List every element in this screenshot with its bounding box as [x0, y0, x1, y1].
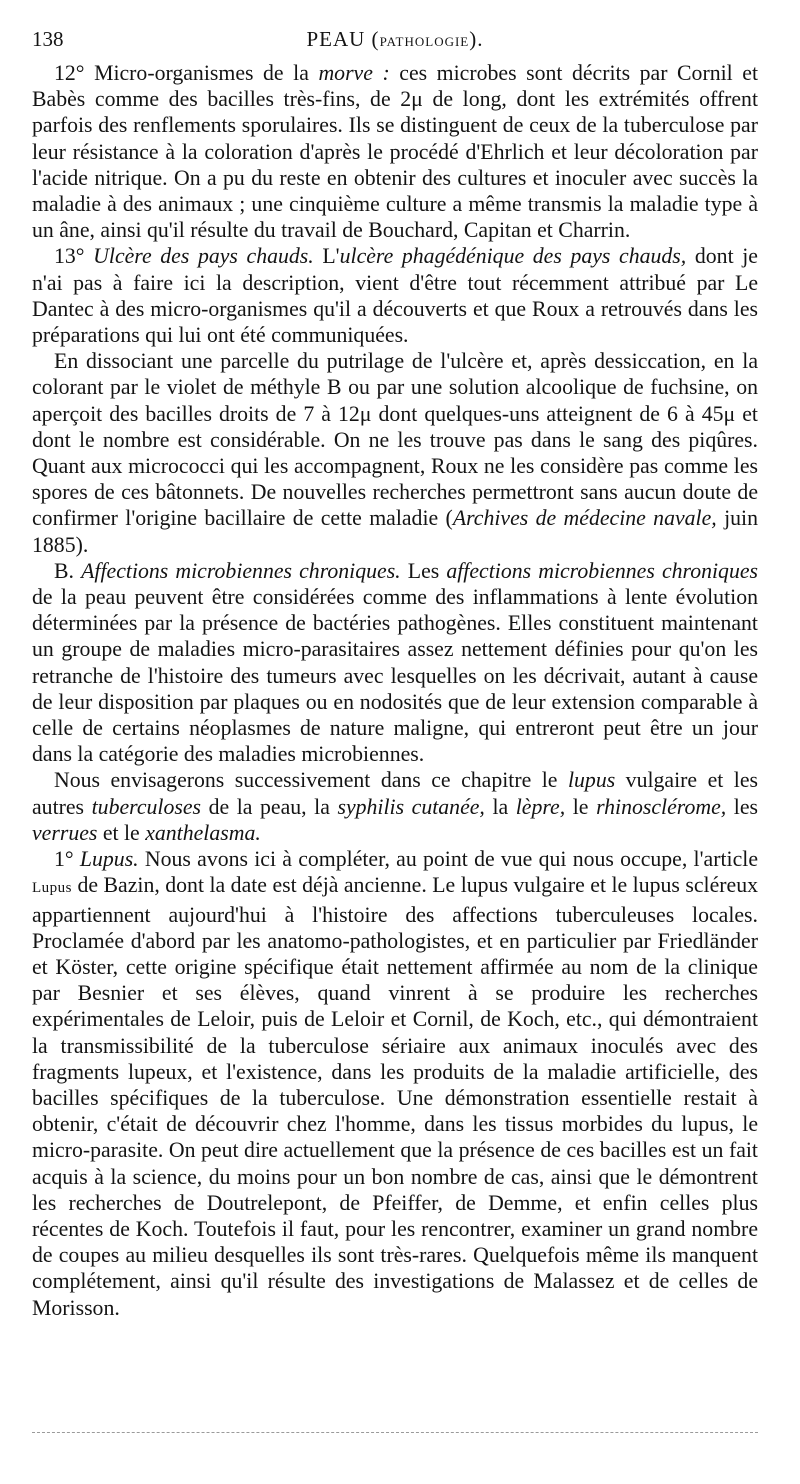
text-run: Nous avons ici à compléter, au point de vue qui nous occupe, l'article — [138, 847, 758, 872]
paragraph-lupus — [32, 846, 758, 1321]
text-run: de la peau peuvent être considérées comme des inflammations à lente évolution déterminées par la présence de bactéries pathogènes. Elles constituent maintenant un groupe de maladies micro-parasitaires assez nettement définies pour qu'on les retranche de l'histoire des tumeurs avec lesquelles on les décrivait, autant à cause de leur disposition par plaques ou en nodosités que de leur extension comparable à celle de certains néoplasmes de nature maligne, qui entreront peut être un jour dans la catégorie des maladies microbiennes. — [32, 585, 758, 767]
paragraph-affections-chroniques — [32, 558, 758, 768]
paragraph-envisagerons — [32, 767, 758, 846]
text-run: les — [726, 794, 759, 819]
text-run: ces microbes sont décrits par Cornil et Babès comme des bacilles très-fins, de 2μ de long, dont les extrémités offrent parfois des renflements sporulaires. Ils se distinguent de ceux de la tuberculose par leur résistance à la coloration d'après le procédé d'Ehrlich et leur décoloration par l'acide nitrique. On a pu du reste en obtenir des cultures et inoculer avec succès la maladie à des animaux ; une cinquième culture a même transmis la maladie type à un âne, ainsi qu'il résulte du travail de Bouchard, Capitan et Charrin. — [32, 61, 758, 243]
running-header — [32, 20, 758, 60]
text-run: B. — [54, 558, 82, 583]
text-run: juin 1885). — [32, 506, 758, 557]
text-run: Nous envisagerons successivement dans ce chapitre le — [54, 768, 568, 793]
italic-run: morve : — [318, 61, 390, 85]
paragraph-dissociant — [32, 348, 758, 558]
running-title-main: PEAU ( — [306, 27, 380, 51]
italic-run: tuberculoses — [91, 794, 201, 819]
italic-run: lupus — [567, 768, 616, 793]
text-run: la — [484, 794, 516, 819]
document-page — [32, 20, 758, 1460]
text-run: et le — [97, 820, 146, 845]
text-run: dont je n'ai pas à faire ici la description, vient d'être tout récemment attribué par Le Dantec à des micro-organismes qu'il a découverts et que Roux a retrouvés dans les préparations qui lui ont été communiquées. — [32, 244, 758, 348]
running-title-end: ). — [469, 27, 484, 51]
text-run: de Bazin, dont la date est déjà ancienne. Le lupus vulgaire et le lupus scléreux appartiennent aujourd'hui à l'histoire des affections tuberculeuses locales. Proclamée d'abord par les anatomo-pathologistes, et en particulier par Friedländer et Köster, cette origine spécifique était nettement affirmée au nom de la clinique par Besnier et ses élèves, quand vinrent à se produire les recherches expérimentales de Leloir, puis de Leloir et Cornil, de Koch, etc., qui démontraient la transmissibilité de la tuberculose sériaire aux animaux inoculés avec des fragments lupeux, et l'existence, dans les produits de la maladie artificielle, des bacilles spécifiques de la tuberculose. Une démonstration essentielle restait à obtenir, c'était de découvrir chez l'homme, dans les tissus morbides du lupus, le micro-parasite. On peut dire actuellement que la présence de ces bacilles est un fait acquis à la science, du moins pour un bon nombre de cas, ainsi que le démontrent les recherches de Doutrelepont, de Pfeiffer, de Demme, et enfin celles plus récentes de Koch. Toutefois il faut, pour les rencontrer, examiner un grand nombre de coupes au milieu desquelles ils sont très-rares. Quelquefois même ils manquent complétement, ainsi qu'il résulte des investigations de Malassez et de celles de Morisson. — [32, 873, 758, 1320]
text-run: 13° — [54, 244, 94, 269]
paragraph-ulcere — [32, 243, 758, 348]
italic-run: xanthelasma. — [145, 820, 261, 845]
text-run: 12° Micro-organismes de la — [54, 61, 319, 85]
italic-run: Affections microbiennes chroniques. — [81, 558, 401, 583]
text-run: vulgaire et les autres — [32, 768, 758, 819]
text-run: le — [565, 794, 597, 819]
italic-run: ulcère phagédénique des pays chauds, — [339, 244, 687, 269]
italic-run: rhinosclérome, — [596, 794, 727, 819]
text-run: 1° — [54, 847, 80, 872]
running-title-small: PATHOLOGIE — [379, 34, 470, 49]
italic-run: syphilis cutanée, — [337, 794, 485, 819]
italic-run: lèpre, — [515, 794, 566, 819]
text-run: de la peau, la — [201, 794, 338, 819]
paragraph-morve — [32, 60, 758, 243]
footer-rule — [32, 1432, 758, 1433]
italic-run: Archives de médecine navale, — [452, 506, 717, 531]
text-run: L' — [313, 244, 340, 269]
italic-run: verrues — [32, 820, 98, 845]
italic-run: affections microbiennes chroniques — [446, 558, 759, 583]
text-run: Les — [400, 558, 447, 583]
text-run: En dissociant une parcelle du putrilage de l'ulcère et, après dessiccation, en la colorant par le violet de méthyle B ou par une solution alcoolique de fuchsine, on aperçoit des bacilles droits de 7 à 12μ dont quelques-uns atteignent de 6 à 45μ et dont le nombre est considérable. On ne les trouve pas dans le sang des piqûres. Quant aux micrococci qui les accompagnent, Roux ne les considère pas comme les spores de ces bâtonnets. De nouvelles recherches permettront sans aucun doute de confirmer l'origine bacillaire de cette maladie ( — [32, 349, 758, 531]
italic-run: Ulcère des pays chauds. — [93, 244, 314, 269]
running-title — [32, 26, 758, 55]
smallcap-run: Lupus — [32, 880, 72, 897]
italic-run: Lupus. — [79, 847, 139, 872]
page-number: 138 — [32, 27, 64, 51]
